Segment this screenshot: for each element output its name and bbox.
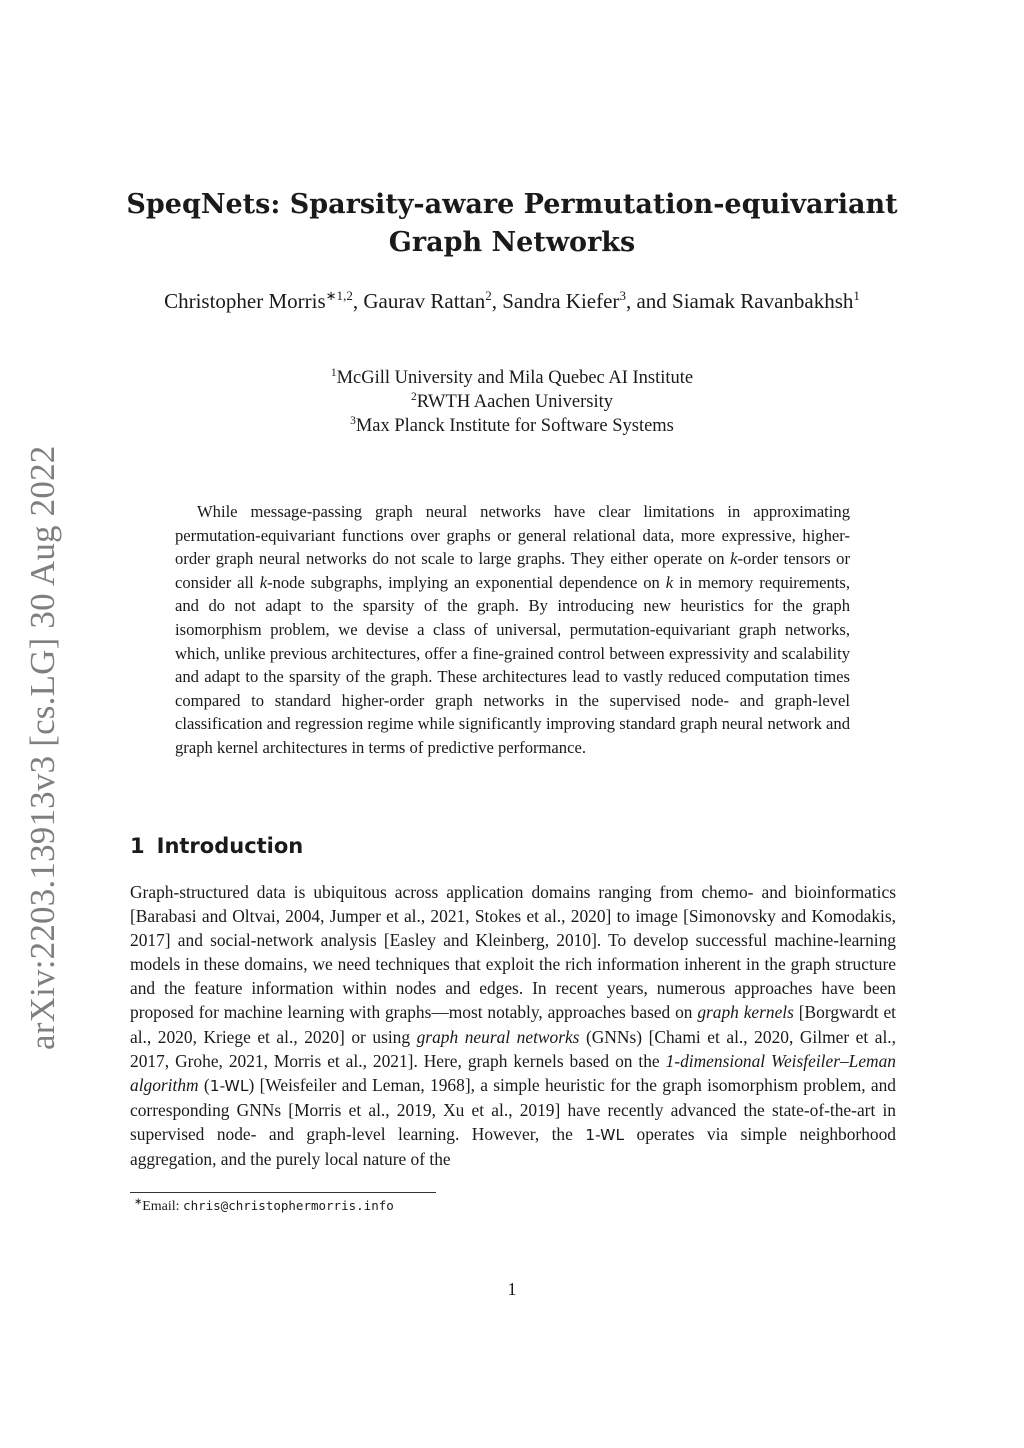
author-1-affil: ∗1,2 bbox=[325, 288, 353, 303]
affiliation-1-mark: 1 bbox=[330, 366, 337, 379]
title-line-2: Graph Networks bbox=[388, 227, 636, 258]
affiliation-2-mark: 2 bbox=[411, 390, 417, 403]
author-2: , Gaurav Rattan bbox=[352, 289, 486, 313]
intro-1wl-label-2: 1-WL bbox=[585, 1125, 625, 1144]
intro-text-4: ( bbox=[198, 1074, 210, 1095]
intro-text-5: ) [Weisfeiler and Leman, 1968], a simple heuristic for the graph isomorphism problem, and corresponding GNNs [Morris et al., 2019, Xu et al., 2019] have recently advanced the state-of-the-art in supervised node- and graph-level learning. However, the bbox=[130, 1074, 896, 1144]
page-number: 1 bbox=[507, 1279, 517, 1299]
affiliation-2 bbox=[200, 390, 824, 414]
author-list bbox=[130, 286, 894, 317]
abstract-math-k-1: k bbox=[730, 549, 738, 569]
intro-text-2: [Borgwardt et al., 2020, Kriege et al., 2020] or using bbox=[130, 1002, 896, 1047]
abstract-math-k-2: k bbox=[259, 572, 268, 592]
affiliation-3-mark: 3 bbox=[350, 414, 356, 427]
abstract-math-k-3: k bbox=[665, 572, 674, 592]
intro-text-3: (GNNs) [Chami et al., 2020, Gilmer et al., 2017, Grohe, 2021, Morris et al., 2021]. Here, graph kernels based on the bbox=[130, 1026, 896, 1071]
footnote-divider bbox=[130, 1192, 436, 1193]
abstract-text-3: -node subgraphs, implying an exponential dependence on bbox=[267, 572, 666, 592]
section-title: Introduction bbox=[156, 834, 304, 858]
section-heading bbox=[130, 834, 303, 858]
footnote-email-link[interactable]: chris@christophermorris.info bbox=[183, 1198, 394, 1213]
author-3-affil: 3 bbox=[619, 288, 626, 303]
intro-emph-graph-kernels: graph kernels bbox=[697, 1002, 794, 1023]
author-3: , Sandra Kiefer bbox=[491, 289, 620, 313]
affiliation-1 bbox=[200, 366, 824, 390]
footnote-mark: ∗ bbox=[134, 1196, 143, 1208]
title-line-1: SpeqNets: Sparsity-aware Permutation-equivariant bbox=[126, 189, 898, 220]
intro-text-1: Graph-structured data is ubiquitous across application domains ranging from chemo- and bioinformatics [Barabasi and Oltvai, 2004, Jumper et al., 2021, Stokes et al., 2020] to image [Simonovsky and Komodakis, 2017] and social-network analysis [Easley and Kleinberg, 2010]. To develop successful machine-learning models in these domains, we need techniques that exploit the rich information inherent in the graph structure and the feature information within nodes and edges. In recent years, numerous approaches have been proposed for machine learning with graphs—most notably, approaches based on bbox=[130, 882, 896, 1023]
abstract-text-4: in memory requirements, and do not adapt to the sparsity of the graph. By introducing new heuristics for the graph isomorphism problem, we devise a class of universal, permutation-equivariant graph networks, which, unlike previous architectures, offer a fine-grained control between expressivity and scalability and adapt to the sparsity of the graph. These architectures lead to vastly reduced computation times compared to standard higher-order graph networks in the supervised node- and graph-level classification and regression regime while significantly improving standard graph neural network and graph kernel architectures in terms of predictive performance. bbox=[175, 572, 850, 757]
abstract-text-2: -order tensors or consider all bbox=[175, 549, 850, 592]
author-1: Christopher Morris bbox=[164, 289, 326, 313]
intro-text-6: operates via simple neighborhood aggregation, and the purely local nature of the bbox=[130, 1123, 896, 1170]
author-4-affil: 1 bbox=[853, 288, 860, 303]
introduction-paragraph bbox=[130, 880, 896, 1171]
affiliation-3 bbox=[200, 414, 824, 438]
footnote-label: Email: bbox=[142, 1199, 184, 1214]
intro-emph-1wl-algorithm: 1-dimensional Weisfeiler–Leman algorithm bbox=[130, 1050, 897, 1095]
arxiv-identifier-stamp: arXiv:2203.13913v3 [cs.LG] 30 Aug 2022 bbox=[23, 445, 62, 1050]
abstract-text-1: While message-passing graph neural networks have clear limitations in approximating permutation-equivariant functions over graphs or general relational data, more expressive, higher-order graph neural networks do not scale to large graphs. They either operate on bbox=[175, 502, 850, 569]
paper-title bbox=[120, 186, 904, 262]
affiliation-list bbox=[200, 366, 824, 438]
intro-1wl-label-1: 1-WL bbox=[209, 1076, 249, 1095]
footnote bbox=[134, 1198, 394, 1215]
affiliation-3-text: Max Planck Institute for Software Systems bbox=[355, 416, 674, 436]
affiliation-1-text: McGill University and Mila Quebec AI Institute bbox=[336, 368, 694, 388]
affiliation-2-text: RWTH Aachen University bbox=[416, 392, 613, 412]
intro-emph-gnn: graph neural networks bbox=[416, 1026, 580, 1047]
abstract bbox=[175, 500, 850, 760]
section-number: 1 bbox=[130, 834, 145, 858]
author-4: , and Siamak Ravanbakhsh bbox=[625, 289, 854, 313]
author-2-affil: 2 bbox=[485, 288, 492, 303]
